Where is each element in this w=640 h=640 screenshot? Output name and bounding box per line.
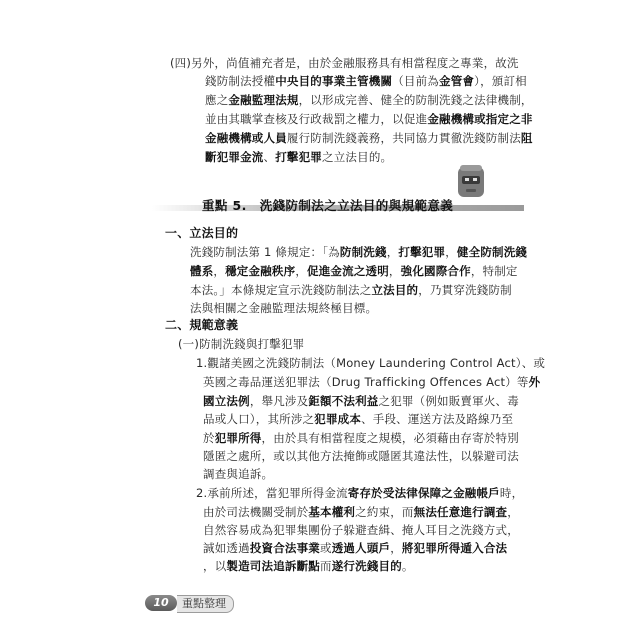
text-run: 應之 <box>205 93 229 107</box>
text-line <box>170 55 519 71</box>
text-line <box>203 374 540 390</box>
text-line <box>196 355 545 371</box>
text-run: 英國之毒品運送犯罪法（Drug Trafficking Offences Act）等 <box>203 375 529 389</box>
text-line <box>203 448 519 464</box>
text-line <box>203 558 414 574</box>
text-run: （目前為 <box>392 74 440 88</box>
bold-term: 斷犯罪金流 <box>205 150 264 164</box>
text-run: 1.觀諸美國之洗錢防制法（Money Laundering Control Act）、或 <box>196 356 546 370</box>
text-run: ，由於具有相當程度之規模，必須藉由存寄於特別 <box>261 431 519 445</box>
bold-term: 製造司法追訴斷點 <box>226 559 321 573</box>
bold-term: 強化國際合作 <box>400 264 471 278</box>
text-line <box>203 430 519 446</box>
text-run: 之約束，而 <box>355 505 414 519</box>
text-run: 之立法目的。 <box>322 150 393 164</box>
bold-term: 透過人頭戶 <box>331 541 391 555</box>
bold-term: 阻 <box>520 131 533 145</box>
bold-term: 金融機構或人員 <box>205 131 287 145</box>
text-line <box>203 411 513 427</box>
text-run: 於 <box>203 431 215 445</box>
text-line <box>205 149 392 165</box>
section-header <box>118 196 524 214</box>
text-run: 並由其職掌查核及行政裁罰之權力，以促進 <box>205 112 428 126</box>
text-line <box>203 522 519 538</box>
bold-term: 中央目的事業主管機關 <box>275 74 393 88</box>
text-line <box>205 92 533 108</box>
bold-term: 立法目的 <box>371 283 419 297</box>
text-run: 調查與追訴。 <box>203 467 274 481</box>
bold-term: 鉅額不法利益 <box>308 394 379 408</box>
text-run: ，以形成完善、健全的防制洗錢之法律機制， <box>298 93 533 107</box>
text-line <box>203 540 507 556</box>
text-run: ， <box>213 264 226 278</box>
text-run: 、手段、運送方法及路線乃至 <box>361 412 514 426</box>
bold-term: 國立法例 <box>203 394 250 408</box>
bold-term: 防制洗錢 <box>339 245 387 259</box>
section-heading: 二、規範意義 <box>165 318 239 332</box>
text-run: ， <box>507 505 519 519</box>
text-run: ，特制定 <box>470 264 518 278</box>
section-title: 重點 5. 洗錢防制法之立法目的與規範意義 <box>202 198 454 213</box>
bold-term: 打擊犯罪 <box>398 245 446 259</box>
text-run: ），頒訂相 <box>474 74 527 88</box>
text-line <box>205 73 527 89</box>
text-line <box>203 466 273 482</box>
bold-term: 打擊犯罪 <box>275 150 323 164</box>
text-line <box>205 111 533 127</box>
text-run: 、 <box>263 150 276 164</box>
text-run: ，乃貫穿洗錢防制 <box>418 283 512 297</box>
bold-term: 促進金流之透明 <box>307 264 389 278</box>
footer-label: 重點整理 <box>177 595 234 613</box>
text-run: ， <box>386 245 399 259</box>
text-line <box>203 393 519 409</box>
bold-term: 犯罪所得 <box>214 431 262 445</box>
text-run: 本法。」本條規定宣示洗錢防制法之 <box>190 283 372 297</box>
text-run: (四)另外，尚值補充者是，由於金融服務具有相當程度之專業，故洗 <box>170 56 519 70</box>
text-line <box>190 263 518 279</box>
text-run: ， <box>295 264 308 278</box>
page-number: 10 <box>145 595 177 611</box>
bold-term: 外 <box>528 375 541 389</box>
section-heading: 一、立法目的 <box>165 226 239 240</box>
text-run: ， <box>388 264 401 278</box>
text-line <box>196 485 523 501</box>
text-line <box>190 300 377 316</box>
text-run: 而 <box>320 559 332 573</box>
text-run: 洗錢防制法第 1 條規定：「為 <box>190 245 340 259</box>
page-footer <box>145 593 235 613</box>
text-run: 由於司法機關受制於 <box>203 505 309 519</box>
bold-term: 基本權利 <box>308 505 356 519</box>
bold-term: 犯罪成本 <box>314 412 362 426</box>
text-run: ， <box>390 541 402 555</box>
bold-term: 金融監理法規 <box>228 93 299 107</box>
text-run: 隱匿之處所，或以其他方法掩飾或隱匿其違法性，以躲避司法 <box>203 449 519 463</box>
text-run: 2.承前所述，當犯罪所得金流 <box>196 486 348 500</box>
text-run: 自然容易成為犯罪集團份子躲避查緝、掩人耳目之洗錢方式， <box>203 523 519 537</box>
text-run: 履行防制洗錢義務，共同協力貫徹洗錢防制法 <box>286 131 521 145</box>
text-run: 時， <box>499 486 524 500</box>
text-line <box>190 282 512 298</box>
bold-term: 金管會 <box>439 74 475 88</box>
text-run: 之犯罪（例如販賣軍火、毒 <box>378 394 519 408</box>
subsection-heading: (一)防制洗錢與打擊犯罪 <box>178 337 305 351</box>
text-run: ，舉凡涉及 <box>249 394 309 408</box>
bold-term: 寄存於受法律保障之金融帳戶 <box>347 486 500 500</box>
bold-term: 遂行洗錢目的 <box>331 559 402 573</box>
bold-term: 無法任意進行調查 <box>413 505 508 519</box>
text-line <box>190 244 527 260</box>
bold-term: 體系 <box>190 264 214 278</box>
text-line <box>205 130 533 146</box>
text-run: 錢防制法授權 <box>205 74 276 88</box>
text-run: ，以 <box>203 559 227 573</box>
text-line <box>203 504 519 520</box>
bold-term: 穩定金融秩序 <box>225 264 296 278</box>
bold-term: 將犯罪所得遁入合法 <box>401 541 508 555</box>
bold-term: 投資合法事業 <box>249 541 321 555</box>
bold-term: 健全防制洗錢 <box>456 245 528 259</box>
text-run: 法與相關之金融監理法規終極目標。 <box>190 301 378 315</box>
text-run: 品或人口），其所涉之 <box>203 412 315 426</box>
text-run: 或 <box>320 541 332 555</box>
text-run: ， <box>445 245 457 259</box>
text-run: 。 <box>401 559 414 573</box>
bold-term: 金融機構或指定之非 <box>427 112 533 126</box>
text-run: 誠如透過 <box>203 541 250 555</box>
